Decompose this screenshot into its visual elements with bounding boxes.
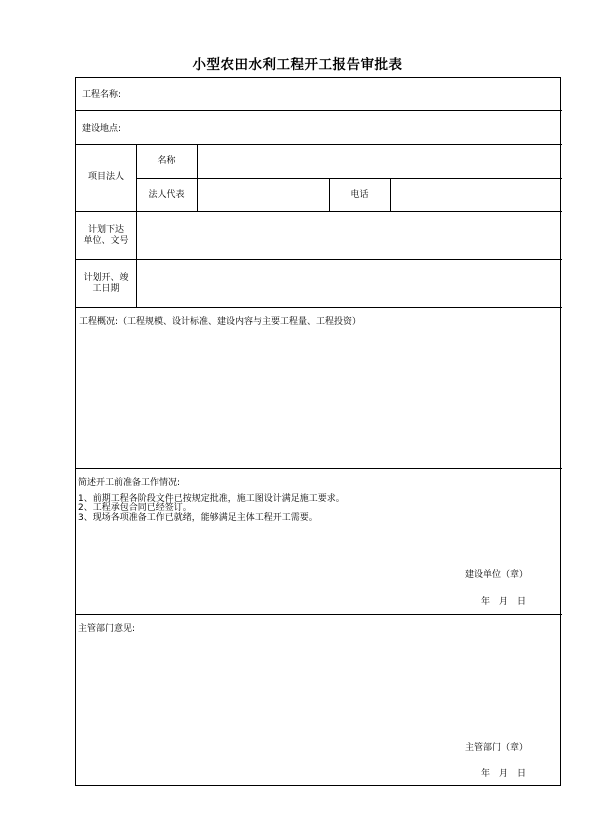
approval-form-table [75,77,561,786]
legal-rep-field[interactable] [200,180,326,210]
row-divider [76,259,562,260]
department-date: 年 月 日 [481,769,527,779]
legal-name-label: 名称 [157,156,176,166]
row-divider [76,614,562,615]
phone-field[interactable] [393,180,558,210]
legal-name-field[interactable] [200,146,558,176]
overview-field[interactable] [79,332,557,464]
legal-rep-label: 法人代表 [148,190,185,200]
plan-date-field[interactable] [139,262,558,305]
column-divider [197,144,198,211]
department-opinion-field[interactable] [79,640,557,740]
column-divider [390,178,391,211]
preparation-item-3: 3、现场各项准备工作已就绪，能够满足主体工程开工需要。 [78,513,318,523]
department-seal: 主管部门（章） [465,743,529,753]
column-divider [136,144,137,307]
overview-label: 工程概况:（工程规模、设计标准、建设内容与主要工程量、工程投资） [79,317,362,327]
preparation-label: 简述开工前准备工作情况: [78,478,181,488]
row-divider [76,211,562,212]
preparation-item-2: 2、工程承包合同已经签订。 [78,503,192,513]
project-name-field[interactable] [136,80,556,108]
department-opinion-label: 主管部门意见: [78,624,136,634]
phone-label: 电话 [350,190,369,200]
preparation-item-1: 1、前期工程各阶段文件已按规定批准，施工图设计满足施工要求。 [78,494,345,504]
legal-person-label: 项目法人 [87,172,124,182]
row-divider [136,178,562,179]
form-title: 小型农田水利工程开工报告审批表 [192,57,403,73]
plan-unit-field[interactable] [139,214,558,257]
construction-unit-seal: 建设单位（章） [465,570,529,580]
plan-date-label-line1: 计划开、竣 [83,273,129,283]
location-label: 建设地点: [82,124,122,134]
location-field[interactable] [136,114,556,142]
row-divider [76,307,562,308]
plan-date-label-line2: 工日期 [92,284,120,294]
row-divider [76,144,562,145]
construction-unit-date: 年 月 日 [481,597,527,607]
row-divider [76,468,562,469]
row-divider [76,110,562,111]
plan-unit-label-line2: 单位、文号 [83,236,129,246]
project-name-label: 工程名称: [82,90,122,100]
plan-unit-label-line1: 计划下达 [87,225,124,235]
